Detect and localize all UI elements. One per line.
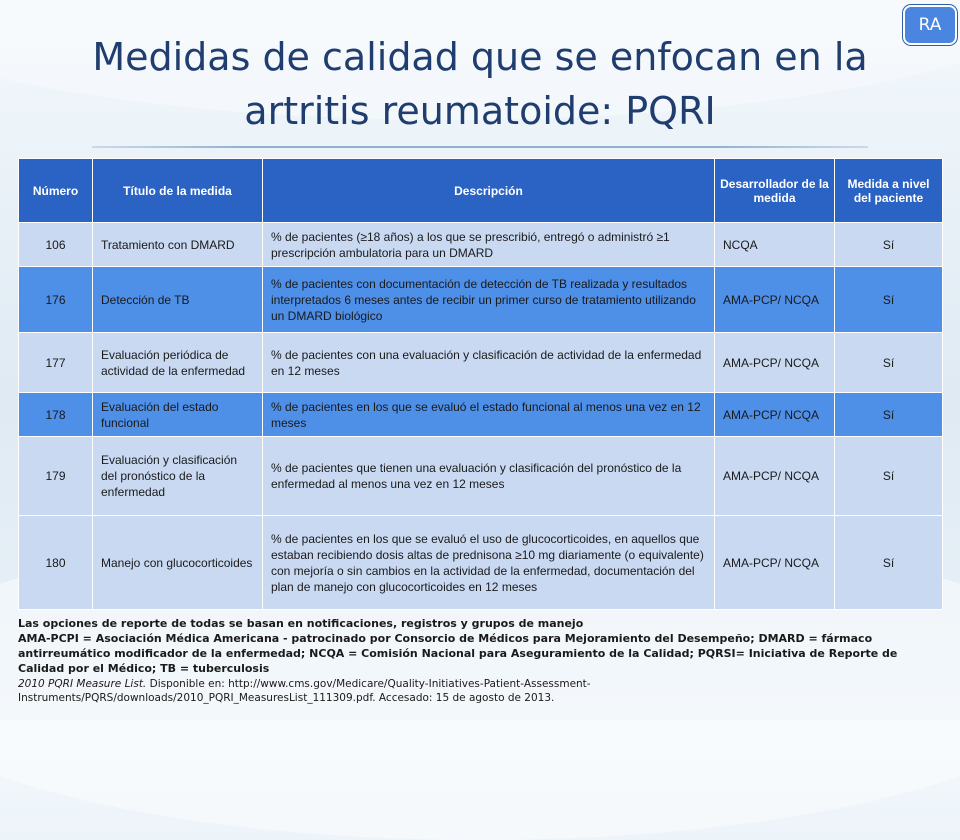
cell-descripcion: % de pacientes con una evaluación y clasificación de actividad de la enfermedad en 12 meses (263, 333, 715, 393)
header-descripcion: Descripción (263, 159, 715, 223)
cell-numero: 177 (19, 333, 93, 393)
cell-desarrollador: AMA-PCP/ NCQA (715, 267, 835, 333)
ra-badge[interactable]: RA (903, 5, 957, 45)
cell-numero: 179 (19, 437, 93, 516)
cell-descripcion: % de pacientes en los que se evaluó el uso de glucocorticoides, en aquellos que estaban recibiendo dosis altas de prednisona ≥10 mg diariamente (o equivalente) con mejoría o sin cambios en la actividad de la enfermedad, documentación del plan de manejo con glucocorticoides en 12 meses (263, 516, 715, 610)
table-header-row (19, 159, 943, 223)
cell-desarrollador: AMA-PCP/ NCQA (715, 516, 835, 610)
header-desarrollador: Desarrollador de la medida (715, 159, 835, 223)
footnote-reference (18, 677, 944, 705)
cell-desarrollador: NCQA (715, 223, 835, 267)
cell-numero: 106 (19, 223, 93, 267)
table-row (19, 437, 943, 516)
table-row (19, 223, 943, 267)
footnote-abbreviations: AMA-PCPI = Asociación Médica Americana - patrocinado por Consorcio de Médicos para Mejoramiento del Desempeño; DMARD = fármaco antirreumático modificador de la enfermedad; NCQA = Comisión Nacional para Aseguramiento de la Calidad; PQRSI= Iniciativa de Reporte de Calidad por el Médico; TB = tuberculosis (18, 632, 898, 675)
cell-titulo: Manejo con glucocorticoides (93, 516, 263, 610)
cell-descripcion: % de pacientes con documentación de detección de TB realizada y resultados interpretados 6 meses antes de recibir un primer curso de tratamiento utilizando un DMARD biológico (263, 267, 715, 333)
cell-paciente: Sí (835, 393, 943, 437)
table-row (19, 333, 943, 393)
cell-paciente: Sí (835, 223, 943, 267)
cell-numero: 180 (19, 516, 93, 610)
cell-descripcion: % de pacientes en los que se evaluó el estado funcional al menos una vez en 12 meses (263, 393, 715, 437)
cell-titulo: Evaluación del estado funcional (93, 393, 263, 437)
cell-titulo: Evaluación periódica de actividad de la enfermedad (93, 333, 263, 393)
cell-desarrollador: AMA-PCP/ NCQA (715, 333, 835, 393)
header-nivel-paciente: Medida a nivel del paciente (835, 159, 943, 223)
reference-source: Disponible en: http://www.cms.gov/Medicare/Quality-Initiatives-Patient-Assessment-Instruments/PQRS/downloads/2010_PQRI_MeasuresList_111309.pdf. Accesado: 15 de agosto de 2013. (18, 678, 591, 704)
cell-descripcion: % de pacientes que tienen una evaluación y clasificación del pronóstico de la enfermedad al menos una vez en 12 meses (263, 437, 715, 516)
cell-desarrollador: AMA-PCP/ NCQA (715, 393, 835, 437)
slide-title: Medidas de calidad que se enfocan en la artritis reumatoide: PQRI (92, 35, 868, 133)
cell-paciente: Sí (835, 516, 943, 610)
table-row (19, 267, 943, 333)
cell-desarrollador: AMA-PCP/ NCQA (715, 437, 835, 516)
cell-paciente: Sí (835, 437, 943, 516)
measures-table (18, 158, 943, 610)
footnotes (18, 616, 944, 705)
cell-paciente: Sí (835, 333, 943, 393)
cell-paciente: Sí (835, 267, 943, 333)
cell-titulo: Evaluación y clasificación del pronóstico de la enfermedad (93, 437, 263, 516)
cell-numero: 178 (19, 393, 93, 437)
cell-titulo: Tratamiento con DMARD (93, 223, 263, 267)
header-titulo: Título de la medida (93, 159, 263, 223)
table-row (19, 516, 943, 610)
table-row (19, 393, 943, 437)
title-divider (92, 146, 868, 148)
reference-title: 2010 PQRI Measure List. (18, 678, 147, 690)
header-numero: Número (19, 159, 93, 223)
footnote-reporting: Las opciones de reporte de todas se basan en notificaciones, registros y grupos de manejo (18, 617, 584, 630)
cell-numero: 176 (19, 267, 93, 333)
cell-titulo: Detección de TB (93, 267, 263, 333)
cell-descripcion: % de pacientes (≥18 años) a los que se prescribió, entregó o administró ≥1 prescripción ambulatoria para un DMARD (263, 223, 715, 267)
